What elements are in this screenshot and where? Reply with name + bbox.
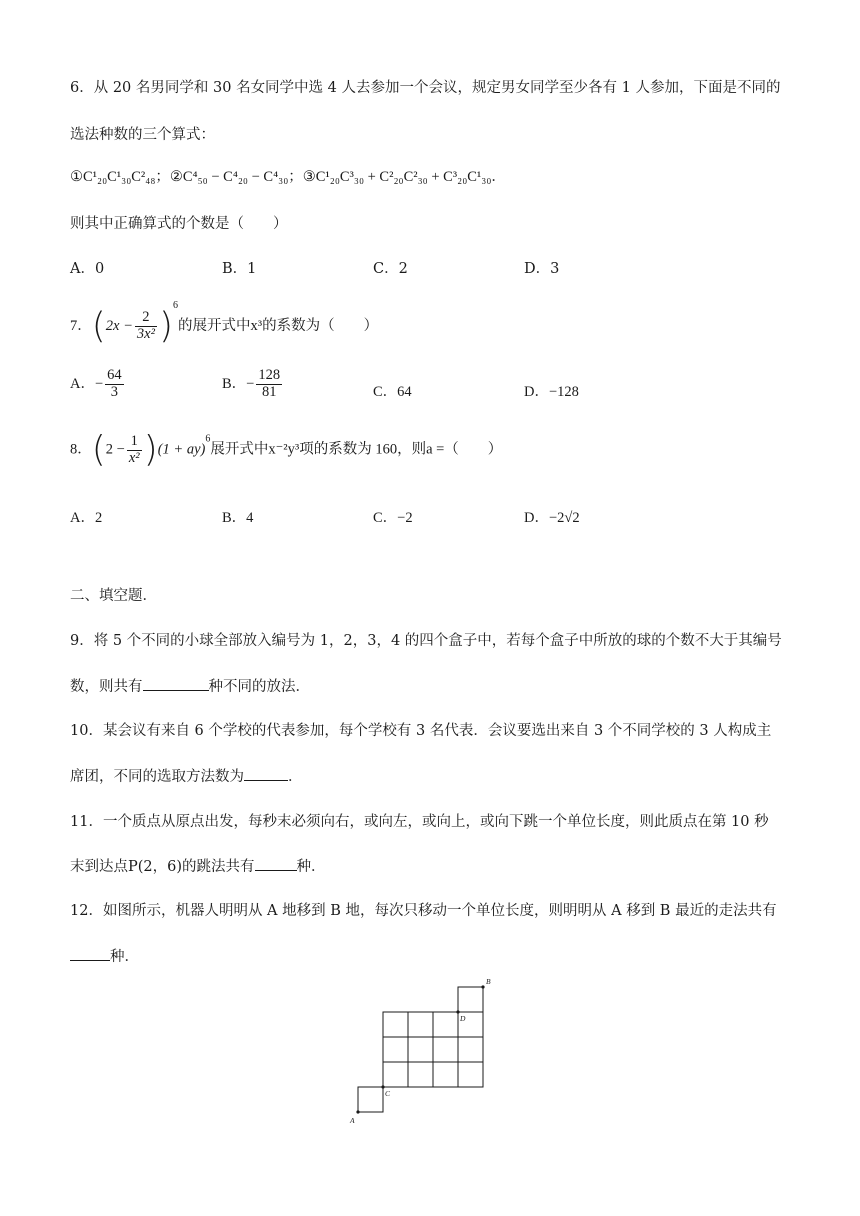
q7-fraction <box>135 310 157 343</box>
q6-option-d: D．3 <box>524 261 560 277</box>
q7-opt-b-den: 81 <box>261 383 277 400</box>
point-label-d: D <box>460 1014 466 1023</box>
q9-line2-before: 数，则共有 <box>70 679 143 695</box>
q8-option-b: B．4 <box>222 510 254 526</box>
q6-option-a: A．0 <box>70 261 105 277</box>
point-label-b: B <box>486 977 491 986</box>
section-heading: 二、填空题． <box>70 588 157 604</box>
q7-option-d: D．−128 <box>524 384 579 400</box>
q7-opt-b-prefix: B．− <box>222 375 255 392</box>
q8-stem: 8．(2 − $\frac{1}{\text{x²}}$ )(1 + ay)$^6$展开式中x⁻²y³项的系数为 160，则a =（ ） <box>70 429 503 470</box>
grid-square-a <box>358 1087 383 1112</box>
q7-option-c: C．64 <box>373 384 412 400</box>
q7-opt-b-num: 128 <box>258 367 281 383</box>
q9-line2 <box>70 675 310 696</box>
q7-stem: 7．(2x − $\frac{2}{\text{3x²}}$ )$^6$的展开式中x³的系数为（ ） <box>70 300 379 347</box>
q7-opt-a-den: 3 <box>110 383 119 400</box>
q11-line1: 11．一个质点从原点出发，每秒末必须向右，或向左，或向上，或向下跳一个单位长度，则此质点在第 10 秒 <box>70 814 769 830</box>
q7-frac-num: 2 <box>135 310 157 327</box>
q8-option-a: A．2 <box>70 510 103 526</box>
q10-line1: 10．某会议有来自 6 个学校的代表参加，每个学校有 3 名代表．会议要选出来自 3 个不同学校的 3 人构成主 <box>70 723 772 739</box>
q7-option-b <box>222 368 284 401</box>
q7-expr-left: 2x − <box>105 318 133 334</box>
q10-line2 <box>70 765 303 786</box>
grid-square-b <box>458 987 483 1012</box>
q7-number: 7． <box>70 318 92 334</box>
q12-line2-after: 种． <box>110 949 139 965</box>
q6-line2: 选法种数的三个算式： <box>70 127 215 143</box>
q8-second-factor: (1 + ay) <box>157 441 206 458</box>
q7-frac-den: 3x² <box>136 326 155 343</box>
q8-power: 6 <box>205 433 211 445</box>
point-label-a: A <box>350 1116 355 1125</box>
q6-option-b: B．1 <box>222 261 257 277</box>
q12-answer-blank[interactable] <box>70 946 110 962</box>
q11-line2 <box>70 855 326 876</box>
q6-formulas: ①C¹₂₀C¹₃₀C²₄₈；②C⁴₅₀ − C⁴₂₀ − C⁴₃₀；③C¹₂₀C³₃₀ + C²₂₀C²₃₀ + C³₂₀C¹₃₀． <box>70 169 506 185</box>
q8-frac-num: 1 <box>127 434 142 451</box>
q6-question: 则其中正确算式的个数是（ ） <box>70 216 288 232</box>
q6-line1: 6．从 20 名男同学和 30 名女同学中选 4 人去参加一个会议，规定男女同学至少各有 1 人参加，下面是不同的 <box>70 80 781 96</box>
q7-question: 的展开式中x³的系数为（ ） <box>178 318 379 334</box>
grid-path-figure <box>340 972 510 1132</box>
q10-answer-blank[interactable] <box>244 766 288 782</box>
q8-expr-left: 2 − <box>105 441 125 458</box>
q11-line2-before: 末到达点P(2，6)的跳法共有 <box>70 859 255 875</box>
q12-line2 <box>70 945 139 966</box>
q7-opt-a-num: 64 <box>107 367 122 383</box>
q11-line2-after: 种． <box>296 859 326 875</box>
q7-opt-a-prefix: A．− <box>70 375 104 392</box>
q8-question: 展开式中x⁻²y³项的系数为 160，则a =（ ） <box>210 441 503 458</box>
q6-option-c: C．2 <box>373 261 408 277</box>
q9-answer-blank[interactable] <box>143 676 209 692</box>
q11-answer-blank[interactable] <box>255 856 297 872</box>
q8-number: 8． <box>70 441 92 458</box>
q9-line1: 9．将 5 个不同的小球全部放入编号为 1，2，3，4 的四个盒子中，若每个盒子中所放的球的个数不大于其编号 <box>70 633 782 649</box>
q10-line2-before: 席团，不同的选取方法数为 <box>70 769 244 785</box>
q12-line1: 12．如图所示，机器人明明从 A 地移到 B 地，每次只移动一个单位长度，则明明从 A 移到 B 最近的走法共有 <box>70 903 777 919</box>
q10-line2-after: ． <box>288 769 303 785</box>
q9-line2-after: 种不同的放法． <box>208 679 310 695</box>
q8-option-d: D．−2√2 <box>524 510 580 526</box>
q7-power: 6 <box>173 300 178 311</box>
q7-option-a <box>70 368 126 401</box>
q8-fraction <box>127 434 142 467</box>
q8-option-c: C．−2 <box>373 510 413 526</box>
q8-frac-den: x² <box>128 449 140 466</box>
point-label-c: C <box>385 1089 391 1098</box>
